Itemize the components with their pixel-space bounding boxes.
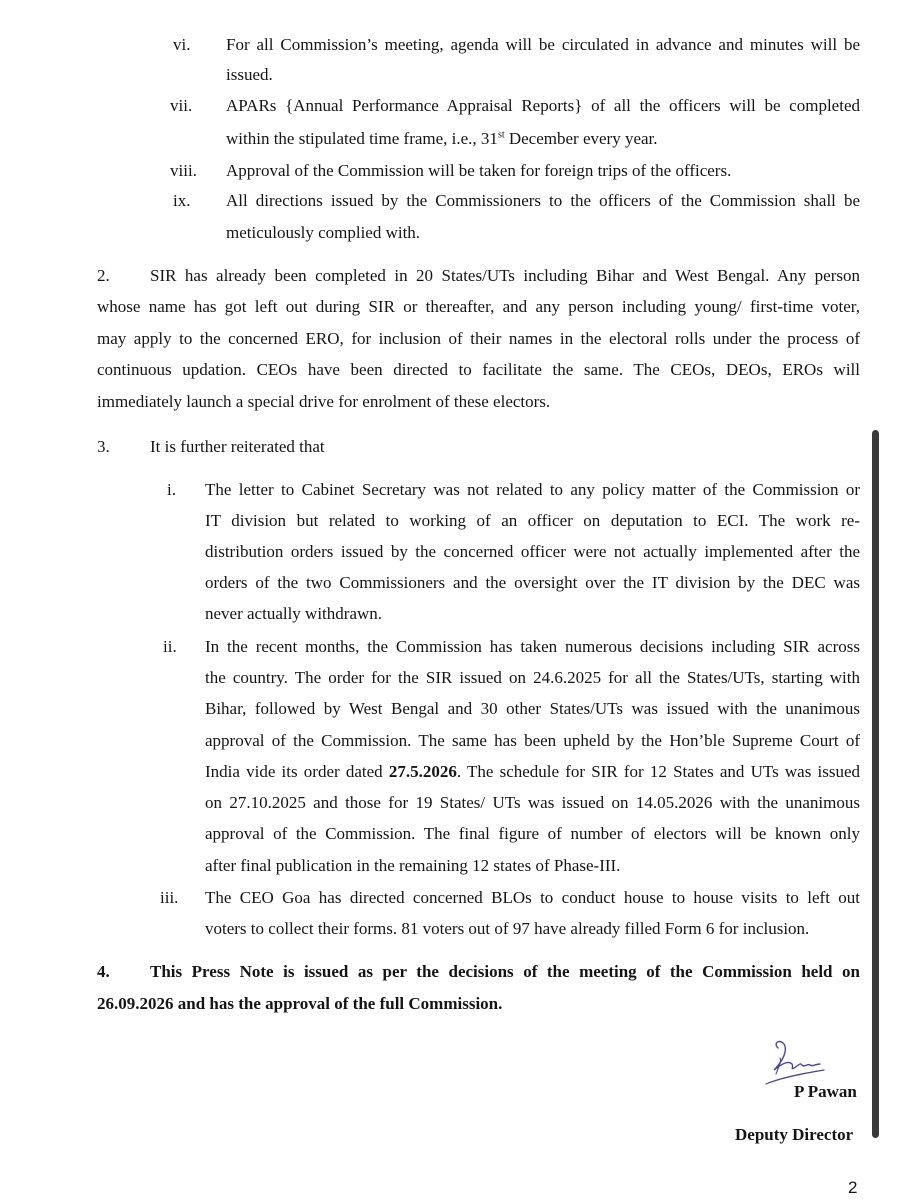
list-item-text: within the stipulated time frame, i.e., 31st December every year. [226,129,658,148]
list-number: vii. [170,96,193,115]
list-number: viii. [170,161,197,180]
paragraph-number: 3. [97,437,110,456]
list-item-text: the country. The order for the SIR issued on 24.6.2025 for all the States/UTs, starting with [205,668,860,687]
paragraph-line: 26.09.2026 and has the approval of the full Commission. [97,994,503,1013]
list-number: vi. [173,35,191,54]
list-item-text: In the recent months, the Commission has taken numerous decisions including SIR across [205,637,860,656]
list-item-text: approval of the Commission. The same has been upheld by the Hon’ble Supreme Court of [205,731,860,750]
list-item-text: APARs {Annual Performance Appraisal Reports} of all the officers will be completed [226,96,860,115]
list-item-text: Bihar, followed by West Bengal and 30 other States/UTs was issued with the unanimous [205,699,860,718]
paragraph-line: SIR has already been completed in 20 States/UTs including Bihar and West Bengal. Any person [150,266,860,285]
paragraph-line: whose name has got left out during SIR or thereafter, and any person including young/ first-time voter, [97,297,860,316]
paragraph-line: may apply to the concerned ERO, for inclusion of their names in the electoral rolls under the process of [97,329,860,348]
list-item-text: IT division but related to working of an officer on deputation to ECI. The work re- [205,511,860,530]
list-item-text: issued. [226,65,273,84]
paragraph-intro: It is further reiterated that [150,437,325,456]
paragraph-number: 4. [97,962,110,981]
list-item-text: on 27.10.2025 and those for 19 States/ UTs was issued on 14.05.2026 with the unanimous [205,793,860,812]
list-number: iii. [160,888,179,907]
list-item-text: The CEO Goa has directed concerned BLOs to conduct house to house visits to left out [205,888,860,907]
list-number: ii. [163,637,177,656]
list-item-text: The letter to Cabinet Secretary was not related to any policy matter of the Commission or [205,480,860,499]
list-item-text: Approval of the Commission will be taken for foreign trips of the officers. [226,161,732,180]
list-item-text: India vide its order dated 27.5.2026. The schedule for SIR for 12 States and UTs was issued [205,762,860,781]
list-item-text: distribution orders issued by the concerned officer were not actually implemented after the [205,542,860,561]
paragraph-number: 2. [97,266,110,285]
list-item-text: voters to collect their forms. 81 voters out of 97 have already filled Form 6 for inclusion. [205,919,810,938]
list-item-text: meticulously complied with. [226,223,421,242]
list-item-text: orders of the two Commissioners and the oversight over the IT division by the DEC was [205,573,860,592]
list-number: ix. [173,191,191,210]
list-item-text: after final publication in the remaining 12 states of Phase-III. [205,856,621,875]
paragraph-line: This Press Note is issued as per the decisions of the meeting of the Commission held on [150,962,860,981]
list-item-text: never actually withdrawn. [205,604,383,623]
list-item-text: approval of the Commission. The final figure of number of electors will be known only [205,824,860,843]
list-number: i. [167,480,176,499]
paragraph-line: immediately launch a special drive for enrolment of these electors. [97,392,551,411]
signatory-designation: Deputy Director [735,1125,854,1144]
scrollbar-thumb[interactable] [872,430,879,1138]
list-item-text: For all Commission’s meeting, agenda will be circulated in advance and minutes will be [226,35,860,54]
page-number: 2 [848,1178,858,1197]
signatory-name: P Pawan [794,1082,857,1101]
list-item-text: All directions issued by the Commissioners to the officers of the Commission shall be [226,191,860,210]
paragraph-line: continuous updation. CEOs have been directed to facilitate the same. The CEOs, DEOs, EROs will [97,360,860,379]
